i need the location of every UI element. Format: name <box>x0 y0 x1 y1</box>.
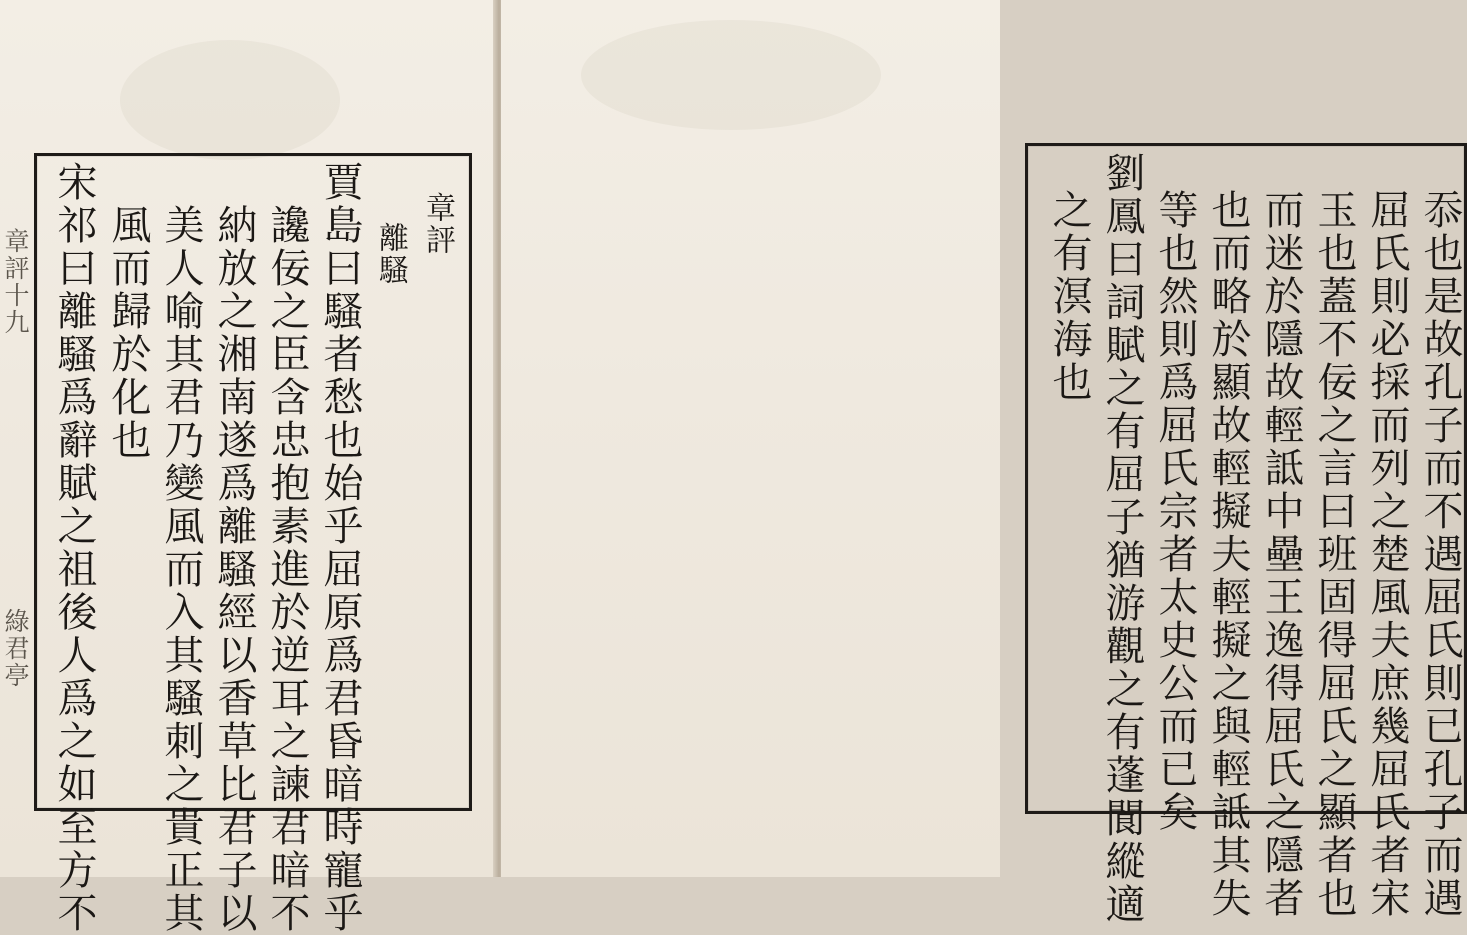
right-text-frame <box>1025 143 1467 926</box>
text-column: 忝也是故孔子而不遇屈氏則已孔子而遇 <box>1417 189 1463 920</box>
left-text-frame <box>34 153 472 935</box>
text-column: 賈島曰騷者愁也始乎屈原爲君昏暗時寵乎 <box>317 161 363 935</box>
text-column: 玉也蓋不佞之言曰班固得屈氏之顯者也 <box>1311 189 1357 920</box>
text-column: 讒佞之臣含忠抱素進於逆耳之諫君暗不 <box>264 204 310 935</box>
left-page <box>0 0 498 935</box>
text-column: 而迷於隱故輕詆中壘王逸得屈氏之隱者 <box>1258 189 1304 920</box>
text-column: 美人喻其君乃變風而入其騷刺之貴正其 <box>158 204 204 935</box>
text-column: 之有溟海也 <box>1046 189 1092 404</box>
text-column: 納放之湘南遂爲離騷經以香草比君子以 <box>211 204 257 935</box>
text-column: 風而歸於化也 <box>105 204 151 462</box>
right-page <box>501 0 1463 926</box>
paper-stain <box>120 40 340 160</box>
text-column: 劉鳳曰詞賦之有屈子猶游觀之有蓬閬縱適 <box>1099 152 1145 926</box>
text-column: 等也然則爲屈氏宗者太史公而已矣 <box>1152 189 1198 834</box>
margin-chapter-title: 章評十九 <box>1 228 30 336</box>
text-column: 也而略於顯故輕擬夫輕擬之與輕詆其失 <box>1205 189 1251 920</box>
paper-stain <box>581 20 881 130</box>
text-column: 宋祁曰離騷爲辭賦之祖後人爲之如至方不 <box>51 161 97 935</box>
margin-publisher: 綠君亭 <box>1 608 30 689</box>
section-heading: 章評 <box>420 192 455 256</box>
section-title-lisao: 離騷 <box>373 222 408 286</box>
text-column: 屈氏則必採而列之楚風夫庶幾屈氏者宋 <box>1364 189 1410 920</box>
